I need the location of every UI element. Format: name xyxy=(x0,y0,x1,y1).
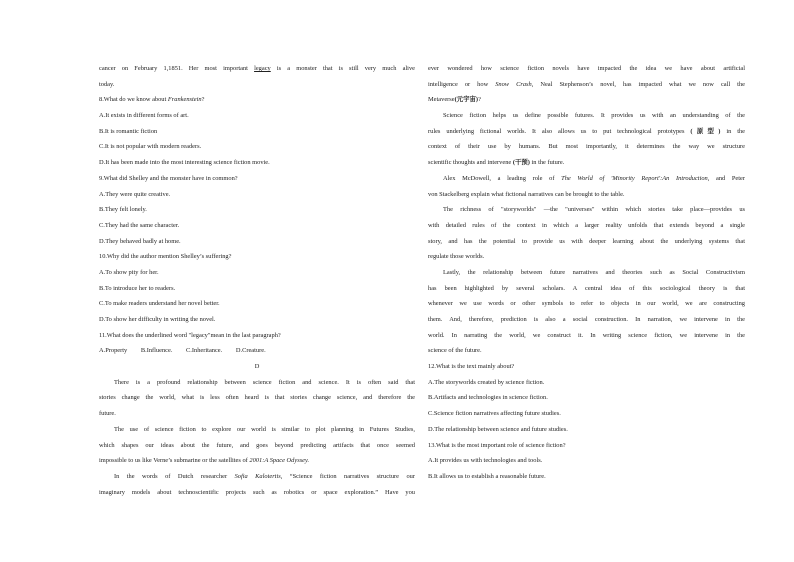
passage-d-p4-line-1: Science fiction helps us define possible futures. It provides us with an understanding of the xyxy=(443,112,745,120)
question-8-option-b: B.It is romantic fiction xyxy=(99,127,158,135)
passage-d-p4-line-4: scientific thoughts and intervene (干预) in the future. xyxy=(428,159,565,167)
passage-d-p3-line-1: In the words of Dutch researcher Sofia Kalotertis, “Science fiction narratives structure our xyxy=(114,472,415,480)
question-11-options xyxy=(99,343,415,359)
question-9-option-c: C.They had the same character. xyxy=(99,221,180,229)
passage-d-p1-line-2: stories change the world, what is less often heard is that stories change science, and therefore the xyxy=(99,394,415,402)
question-11-stem: 11.What does the underlined word "legacy"mean in the last paragraph? xyxy=(99,331,281,339)
question-13-stem: 13.What is the most important role of science fiction? xyxy=(428,441,566,449)
question-11-option-c: C.Inheritance. xyxy=(186,347,223,355)
left-column xyxy=(99,61,415,500)
passage-d-p6-line-3: story, and has the potential to provide us with deeper learning about the underlying systems that xyxy=(428,237,745,245)
section-heading-d: D xyxy=(254,363,260,371)
passage-d-p7-line-2: has been highlighted by several scholars. A central idea of this sociological theory is that xyxy=(428,284,745,292)
novel-title: Snow Crash, xyxy=(495,80,534,88)
question-9-option-d: D.They behaved badly at home. xyxy=(99,237,181,245)
underlined-word-legacy: legacy xyxy=(254,65,271,72)
passage-d-p7-line-6: science of the future. xyxy=(428,347,482,355)
passage-d-p7-line-1: Lastly, the relationship between future narratives and theories such as Social Constructivism xyxy=(443,268,745,276)
researcher-name: Sofia Kalotertis, xyxy=(234,472,283,480)
right-column xyxy=(428,61,745,485)
book-title: The World of 'Minority Report':An Introduction, xyxy=(561,174,710,182)
passage-d-p3-line-2: imaginary models about technoscientific projects such as robotics or space exploration.” Have you xyxy=(99,488,415,496)
question-11-option-d: D.Creature. xyxy=(235,347,266,355)
passage-d-p6-line-1: The richness of "storyworlds" —the "universes" within which stories take place—provides us xyxy=(443,206,745,214)
question-12-option-d: D.The relationship between science and future studies. xyxy=(428,425,568,433)
film-title: 2001:A Space Odyssey. xyxy=(249,457,310,465)
question-9-stem: 9.What did Shelley and the monster have in common? xyxy=(99,174,238,182)
question-11-option-b: B.Influence. xyxy=(140,347,173,355)
question-13-option-b: B.It allows us to establish a reasonable future. xyxy=(428,472,546,480)
chinese-gloss: (元宇宙) xyxy=(454,96,479,104)
question-11-option-a: A.Property xyxy=(99,347,128,355)
chinese-gloss: (干预) xyxy=(512,159,530,167)
question-10-option-c: C.To make readers understand her novel better. xyxy=(99,300,220,308)
passage-d-p4-line-3: context of their use by humans. But most importantly, it determines the way we structure xyxy=(428,143,745,151)
passage-d-p1-line-3: future. xyxy=(99,410,116,418)
question-10-option-a: A.To show pity for her. xyxy=(99,268,159,276)
question-12-option-b: B.Artifacts and technologies in science fiction. xyxy=(428,394,548,402)
passage-d-p3-line-4: intelligence or how Snow Crash, Neal Stephenson’s novel, has impacted what we now call the xyxy=(428,80,745,88)
question-10-option-b: B.To introduce her to readers. xyxy=(99,284,176,292)
question-10-stem: 10.Why did the author mention Shelley’s suffering? xyxy=(99,253,232,261)
passage-d-p2-line-1: The use of science fiction to explore our world is similar to plot planning in Futures Studies, xyxy=(114,425,415,433)
question-9-option-a: A.They were quite creative. xyxy=(99,190,171,198)
question-8-option-d: D.It has been made into the most interesting science fiction movie. xyxy=(99,159,270,167)
question-13-option-a: A.It provides us with technologies and tools. xyxy=(428,457,543,465)
passage-d-p2-line-2: which shapes our ideas about the future, and goes beyond predicting artifacts that once seemed xyxy=(99,441,415,449)
passage-d-p3-line-3: ever wondered how science fiction novels have impacted the idea we have about artificial xyxy=(428,65,745,72)
passage-c-ending-line-1: cancer on February 1,1851. Her most important legacy is a monster that is still very much alive xyxy=(99,65,415,72)
question-12-option-c: C.Science fiction narratives affecting future studies. xyxy=(428,410,561,418)
passage-d-p5-line-1: Alex McDowell, a leading role of The World of 'Minority Report':An Introduction, and Peter xyxy=(443,174,745,182)
passage-d-p2-line-3: impossible to us like Verne’s submarine or the satellites of 2001:A Space Odyssey. xyxy=(99,457,310,465)
passage-d-p5-line-2: von Stackelberg explain what fictional narratives can be brought to the table. xyxy=(428,190,625,198)
passage-d-p3-line-5: Metaverse(元宇宙)? xyxy=(428,96,481,104)
passage-d-p1-line-1: There is a profound relationship between science fiction and science. It is often said that xyxy=(114,378,415,386)
question-8-stem: 8.What do we know about Frankenstein? xyxy=(99,96,205,104)
question-8-option-c: C.It is not popular with modern readers. xyxy=(99,143,202,151)
question-10-option-d: D.To show her difficulty in writing the novel. xyxy=(99,316,216,323)
passage-d-p6-line-2: with detailed rules of the context in which a larger reality unfolds that extends beyond a single xyxy=(428,221,745,229)
passage-d-p7-line-3: whenever we use words or other symbols to refer to objects in our world, we are constructing xyxy=(428,300,745,308)
question-8-option-a: A.It exists in different forms of art. xyxy=(99,112,189,120)
book-title: Frankenstein xyxy=(167,96,202,104)
passage-d-p6-line-4: regulate those worlds. xyxy=(428,253,485,261)
passage-c-ending-line-2: today. xyxy=(99,80,115,88)
question-9-option-b: B.They felt lonely. xyxy=(99,206,147,214)
chinese-gloss: (原型) xyxy=(690,127,721,135)
question-12-stem: 12.What is the text mainly about? xyxy=(428,363,515,371)
question-12-option-a: A.The storyworlds created by science fiction. xyxy=(428,378,545,386)
passage-d-p4-line-2: rules underlying fictional worlds. It also allows us to put technological prototypes (原型) in the xyxy=(428,127,745,135)
passage-d-p7-line-5: world. In narrating the world, we construct it. In writing science fiction, we intervene in the xyxy=(428,331,745,339)
passage-d-p7-line-4: them. And, therefore, prediction is also a social construction. In narration, we intervene in the xyxy=(428,316,745,323)
